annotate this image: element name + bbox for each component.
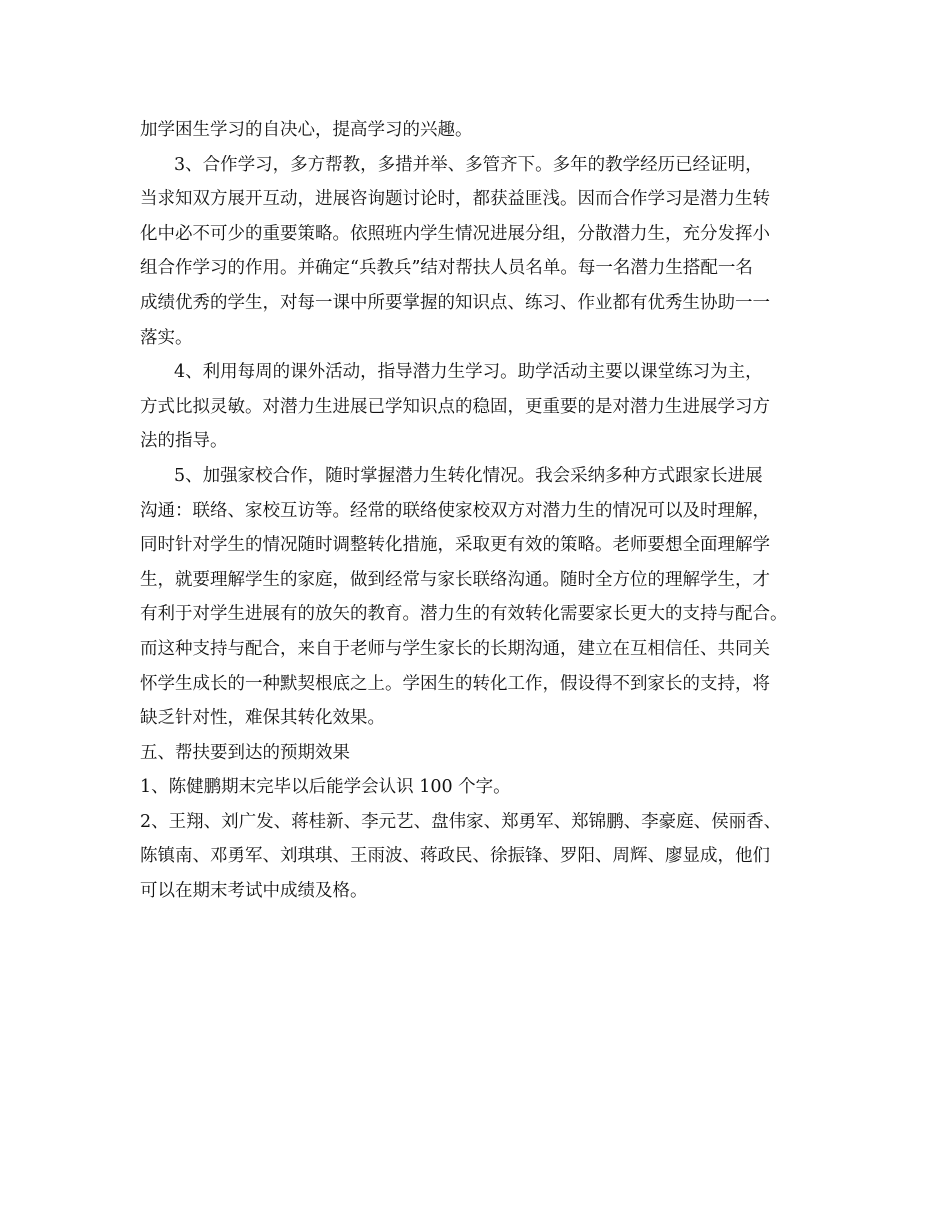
text-line: 方式比拟灵敏。对潜力生进展已学知识点的稳固，更重要的是对潜力生进展学习方	[140, 396, 770, 417]
text-line: 4、利用每周的课外活动，指导潜力生学习。助学活动主要以课堂练习为主，	[174, 362, 763, 383]
text-line: 五、帮扶要到达的预期效果	[140, 742, 350, 763]
text-line: 陈镇南、邓勇军、刘琪琪、王雨波、蒋政民、徐振锋、罗阳、周辉、廖显成，他们	[140, 846, 770, 867]
text-line: 当求知双方展开互动，进展咨询题讨论时，都获益匪浅。因而合作学习是潜力生转	[140, 189, 770, 210]
text-line: 而这种支持与配合，来自于老师与学生家长的长期沟通，建立在互相信任、共同关	[140, 638, 770, 659]
text-line: 生，就要理解学生的家庭，做到经常与家长联络沟通。随时全方位的理解学生，才	[140, 569, 770, 590]
text-line: 同时针对学生的情况随时调整转化措施，采取更有效的策略。老师要想全面理解学	[140, 535, 770, 556]
text-line: 法的指导。	[140, 431, 228, 452]
text-line: 缺乏针对性，难保其转化效果。	[140, 708, 385, 729]
text-line: 5、加强家校合作，随时掌握潜力生转化情况。我会采纳多种方式跟家长进展	[174, 465, 763, 486]
text-line: 组合作学习的作用。并确定“兵教兵”结对帮扶人员名单。每一名潜力生搭配一名	[140, 258, 753, 279]
text-line: 沟通：联络、家校互访等。经常的联络使家校双方对潜力生的情况可以及时理解，	[140, 500, 770, 521]
text-line: 加学困生学习的自决心，提高学习的兴趣。	[140, 120, 473, 140]
text-line: 成绩优秀的学生，对每一课中所要掌握的知识点、练习、作业都有优秀生协助一一	[140, 292, 770, 313]
text-line: 3、合作学习，多方帮教，多措并举、多管齐下。多年的教学经历已经证明，	[174, 154, 763, 175]
text-line: 怀学生成长的一种默契根底之上。学困生的转化工作，假设得不到家长的支持，将	[140, 673, 770, 694]
document-body	[140, 113, 830, 909]
text-line: 落实。	[140, 327, 193, 348]
text-line: 可以在期末考试中成绩及格。	[140, 881, 368, 902]
text-line: 有利于对学生进展有的放矢的教育。潜力生的有效转化需要家长更大的支持与配合。	[140, 604, 788, 625]
text-line: 2、王翔、刘广发、蒋桂新、李元艺、盘伟家、郑勇军、郑锦鹏、李豪庭、侯丽香、	[140, 811, 782, 832]
text-line: 化中必不可少的重要策略。依照班内学生情况进展分组，分散潜力生，充分发挥小	[140, 223, 770, 244]
text-line: 1、陈健鹏期末完毕以后能学会认识 100 个字。	[140, 777, 511, 798]
